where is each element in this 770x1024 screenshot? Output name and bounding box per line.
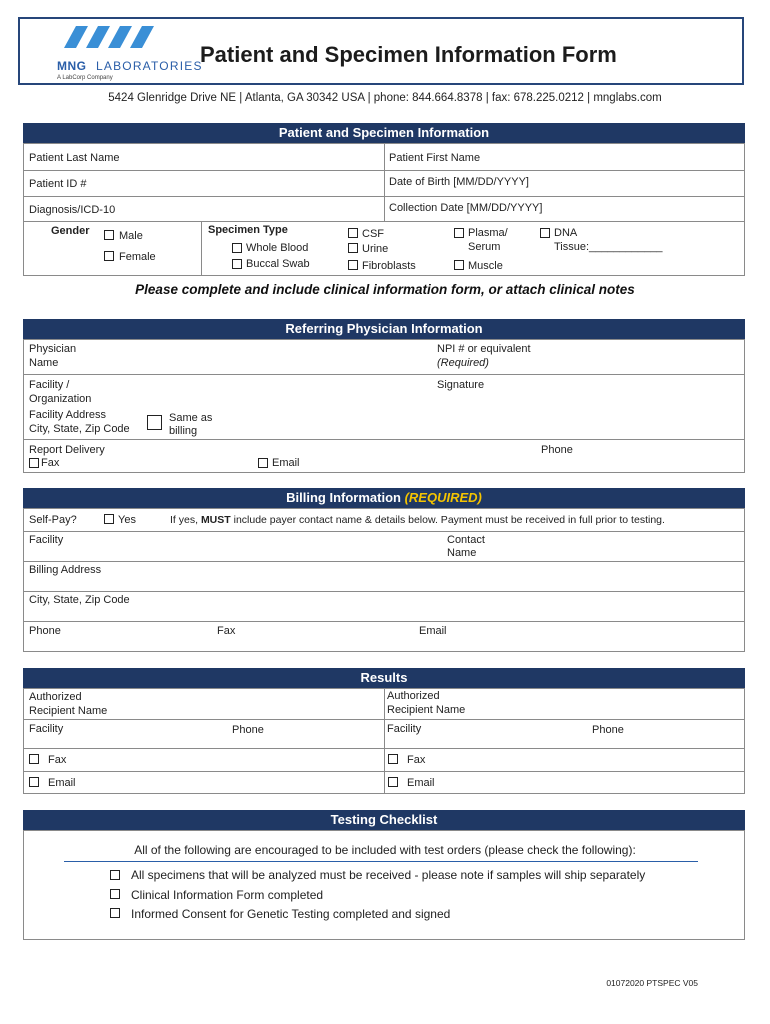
checklist-item-2: Clinical Information Form completed [131, 888, 324, 902]
divider [23, 719, 745, 720]
plasma-label: Plasma/ [468, 227, 508, 239]
male-checkbox[interactable] [104, 230, 114, 240]
female-checkbox[interactable] [104, 251, 114, 261]
results-fax-1-checkbox[interactable] [29, 754, 39, 764]
buccal-swab-label: Buccal Swab [246, 258, 310, 270]
billing-email-label: Email [419, 625, 447, 637]
divider [23, 771, 745, 772]
results-email-1-label: Email [48, 777, 76, 789]
facility-address-label: Facility Address [29, 409, 107, 421]
divider [23, 748, 745, 749]
checklist-item-3: Informed Consent for Genetic Testing completed and signed [131, 907, 451, 921]
physician-phone-label: Phone [541, 444, 573, 456]
npi-required-label: (Required) [437, 357, 489, 369]
recipient-2-label-1: Authorized [387, 690, 440, 702]
note-prefix: If yes, [170, 514, 201, 526]
fibroblasts-label: Fibroblasts [362, 260, 416, 272]
facility-label-1: Facility / [29, 379, 70, 391]
divider [23, 561, 745, 562]
billing-label: billing [169, 425, 198, 437]
results-section-header: Results [23, 668, 745, 688]
self-pay-yes-checkbox[interactable] [104, 514, 114, 524]
billing-city-state-zip-label: City, State, Zip Code [29, 594, 130, 606]
patient-section-header: Patient and Specimen Information [23, 123, 745, 143]
urine-checkbox[interactable] [348, 243, 358, 253]
patient-last-name-label: Patient Last Name [29, 152, 120, 164]
divider [384, 688, 385, 794]
npi-label: NPI # or equivalent [437, 343, 531, 355]
recipient-1-label-2: Recipient Name [29, 705, 108, 717]
csf-label: CSF [362, 228, 384, 240]
muscle-checkbox[interactable] [454, 260, 464, 270]
serum-label: Serum [468, 241, 501, 253]
checklist-item-1-checkbox[interactable] [110, 870, 120, 880]
mng-logo-icon [62, 24, 158, 50]
self-pay-note [170, 513, 665, 527]
female-label: Female [119, 251, 156, 263]
checklist-item-1: All specimens that will be analyzed must be received - please note if samples will ship separately [131, 868, 646, 882]
billing-section-header [23, 488, 745, 508]
whole-blood-checkbox[interactable] [232, 243, 242, 253]
results-email-2-label: Email [407, 777, 435, 789]
divider [23, 221, 745, 222]
divider [23, 374, 745, 375]
report-email-checkbox[interactable] [258, 458, 268, 468]
dob-label: Date of Birth [MM/DD/YYYY] [389, 176, 529, 188]
divider [201, 221, 202, 276]
male-label: Male [119, 230, 143, 242]
divider [23, 531, 745, 532]
physician-name-label-2: Name [29, 357, 59, 369]
clinical-info-note: Please complete and include clinical information form, or attach clinical notes [135, 282, 635, 297]
patient-first-name-label: Patient First Name [389, 152, 481, 164]
billing-facility-label: Facility [29, 534, 64, 546]
logo-mng-text: MNG [57, 59, 87, 73]
dna-checkbox[interactable] [540, 228, 550, 238]
report-email-label: Email [272, 457, 300, 469]
checklist-item-3-checkbox[interactable] [110, 908, 120, 918]
dna-label: DNA [554, 227, 578, 239]
note-must: MUST [200, 514, 231, 526]
logo-laboratories-text: LABORATORIES [96, 59, 203, 73]
same-as-label: Same as [169, 412, 213, 424]
billing-section-frame [23, 508, 745, 652]
physician-section-header: Referring Physician Information [23, 319, 745, 339]
results-fax-2-checkbox[interactable] [388, 754, 398, 764]
physician-name-label-1: Physician [29, 343, 77, 355]
contact-name-label: Name [447, 547, 477, 559]
report-fax-checkbox[interactable] [29, 458, 39, 468]
billing-address-label: Billing Address [29, 564, 102, 576]
contact-label: Contact [447, 534, 485, 546]
results-fax-2-label: Fax [407, 754, 426, 766]
billing-heading: Billing Information [286, 490, 401, 505]
checklist-section-header: Testing Checklist [23, 810, 745, 830]
results-facility-2-label: Facility [387, 723, 422, 735]
divider [23, 439, 745, 440]
report-delivery-label: Report Delivery [29, 444, 105, 456]
plasma-serum-checkbox[interactable] [454, 228, 464, 238]
billing-required-tag: (REQUIRED) [404, 490, 482, 505]
results-fax-1-label: Fax [48, 754, 67, 766]
results-phone-2-label: Phone [592, 724, 624, 736]
same-as-billing-checkbox[interactable] [147, 415, 162, 430]
page-title: Patient and Specimen Information Form [200, 42, 617, 67]
gender-label: Gender [51, 225, 90, 237]
recipient-2-label-2: Recipient Name [387, 704, 466, 716]
billing-phone-label: Phone [29, 625, 61, 637]
specimen-type-label: Specimen Type [208, 224, 288, 236]
physician-section-frame [23, 339, 745, 473]
recipient-1-label-1: Authorized [29, 691, 82, 703]
collection-date-label: Collection Date [MM/DD/YYYY] [389, 202, 543, 214]
checklist-intro: All of the following are encouraged to be included with test orders (please check the following): [134, 843, 636, 857]
signature-label: Signature [437, 379, 485, 391]
muscle-label: Muscle [468, 260, 503, 272]
buccal-swab-checkbox[interactable] [232, 259, 242, 269]
fibroblasts-checkbox[interactable] [348, 260, 358, 270]
results-email-1-checkbox[interactable] [29, 777, 39, 787]
note-suffix: include payer contact name & details below. Payment must be received in full prior to testing. [230, 514, 665, 526]
diagnosis-label: Diagnosis/ICD-10 [29, 204, 116, 216]
report-fax-label: Fax [41, 457, 60, 469]
form-version-code: 01072020 PTSPEC V05 [606, 978, 698, 988]
billing-fax-label: Fax [217, 625, 236, 637]
results-facility-1-label: Facility [29, 723, 64, 735]
logo-subtitle: A LabCorp Company [57, 75, 113, 81]
checklist-item-2-checkbox[interactable] [110, 889, 120, 899]
self-pay-yes-label: Yes [118, 514, 136, 526]
divider [23, 591, 745, 592]
self-pay-label: Self-Pay? [29, 514, 77, 526]
facility-label-2: Organization [29, 393, 92, 405]
checklist-divider [64, 861, 698, 862]
whole-blood-label: Whole Blood [246, 242, 309, 254]
urine-label: Urine [362, 243, 389, 255]
results-phone-1-label: Phone [232, 724, 264, 736]
divider [384, 143, 385, 221]
divider [23, 621, 745, 622]
lab-address: 5424 Glenridge Drive NE | Atlanta, GA 30342 USA | phone: 844.664.8378 | fax: 678.225.0212 | mnglabs.com [108, 92, 662, 104]
dna-tissue-label: Tissue:____________ [554, 241, 663, 253]
csf-checkbox[interactable] [348, 228, 358, 238]
results-email-2-checkbox[interactable] [388, 777, 398, 787]
patient-id-label: Patient ID # [29, 178, 87, 190]
city-state-zip-label: City, State, Zip Code [29, 423, 130, 435]
